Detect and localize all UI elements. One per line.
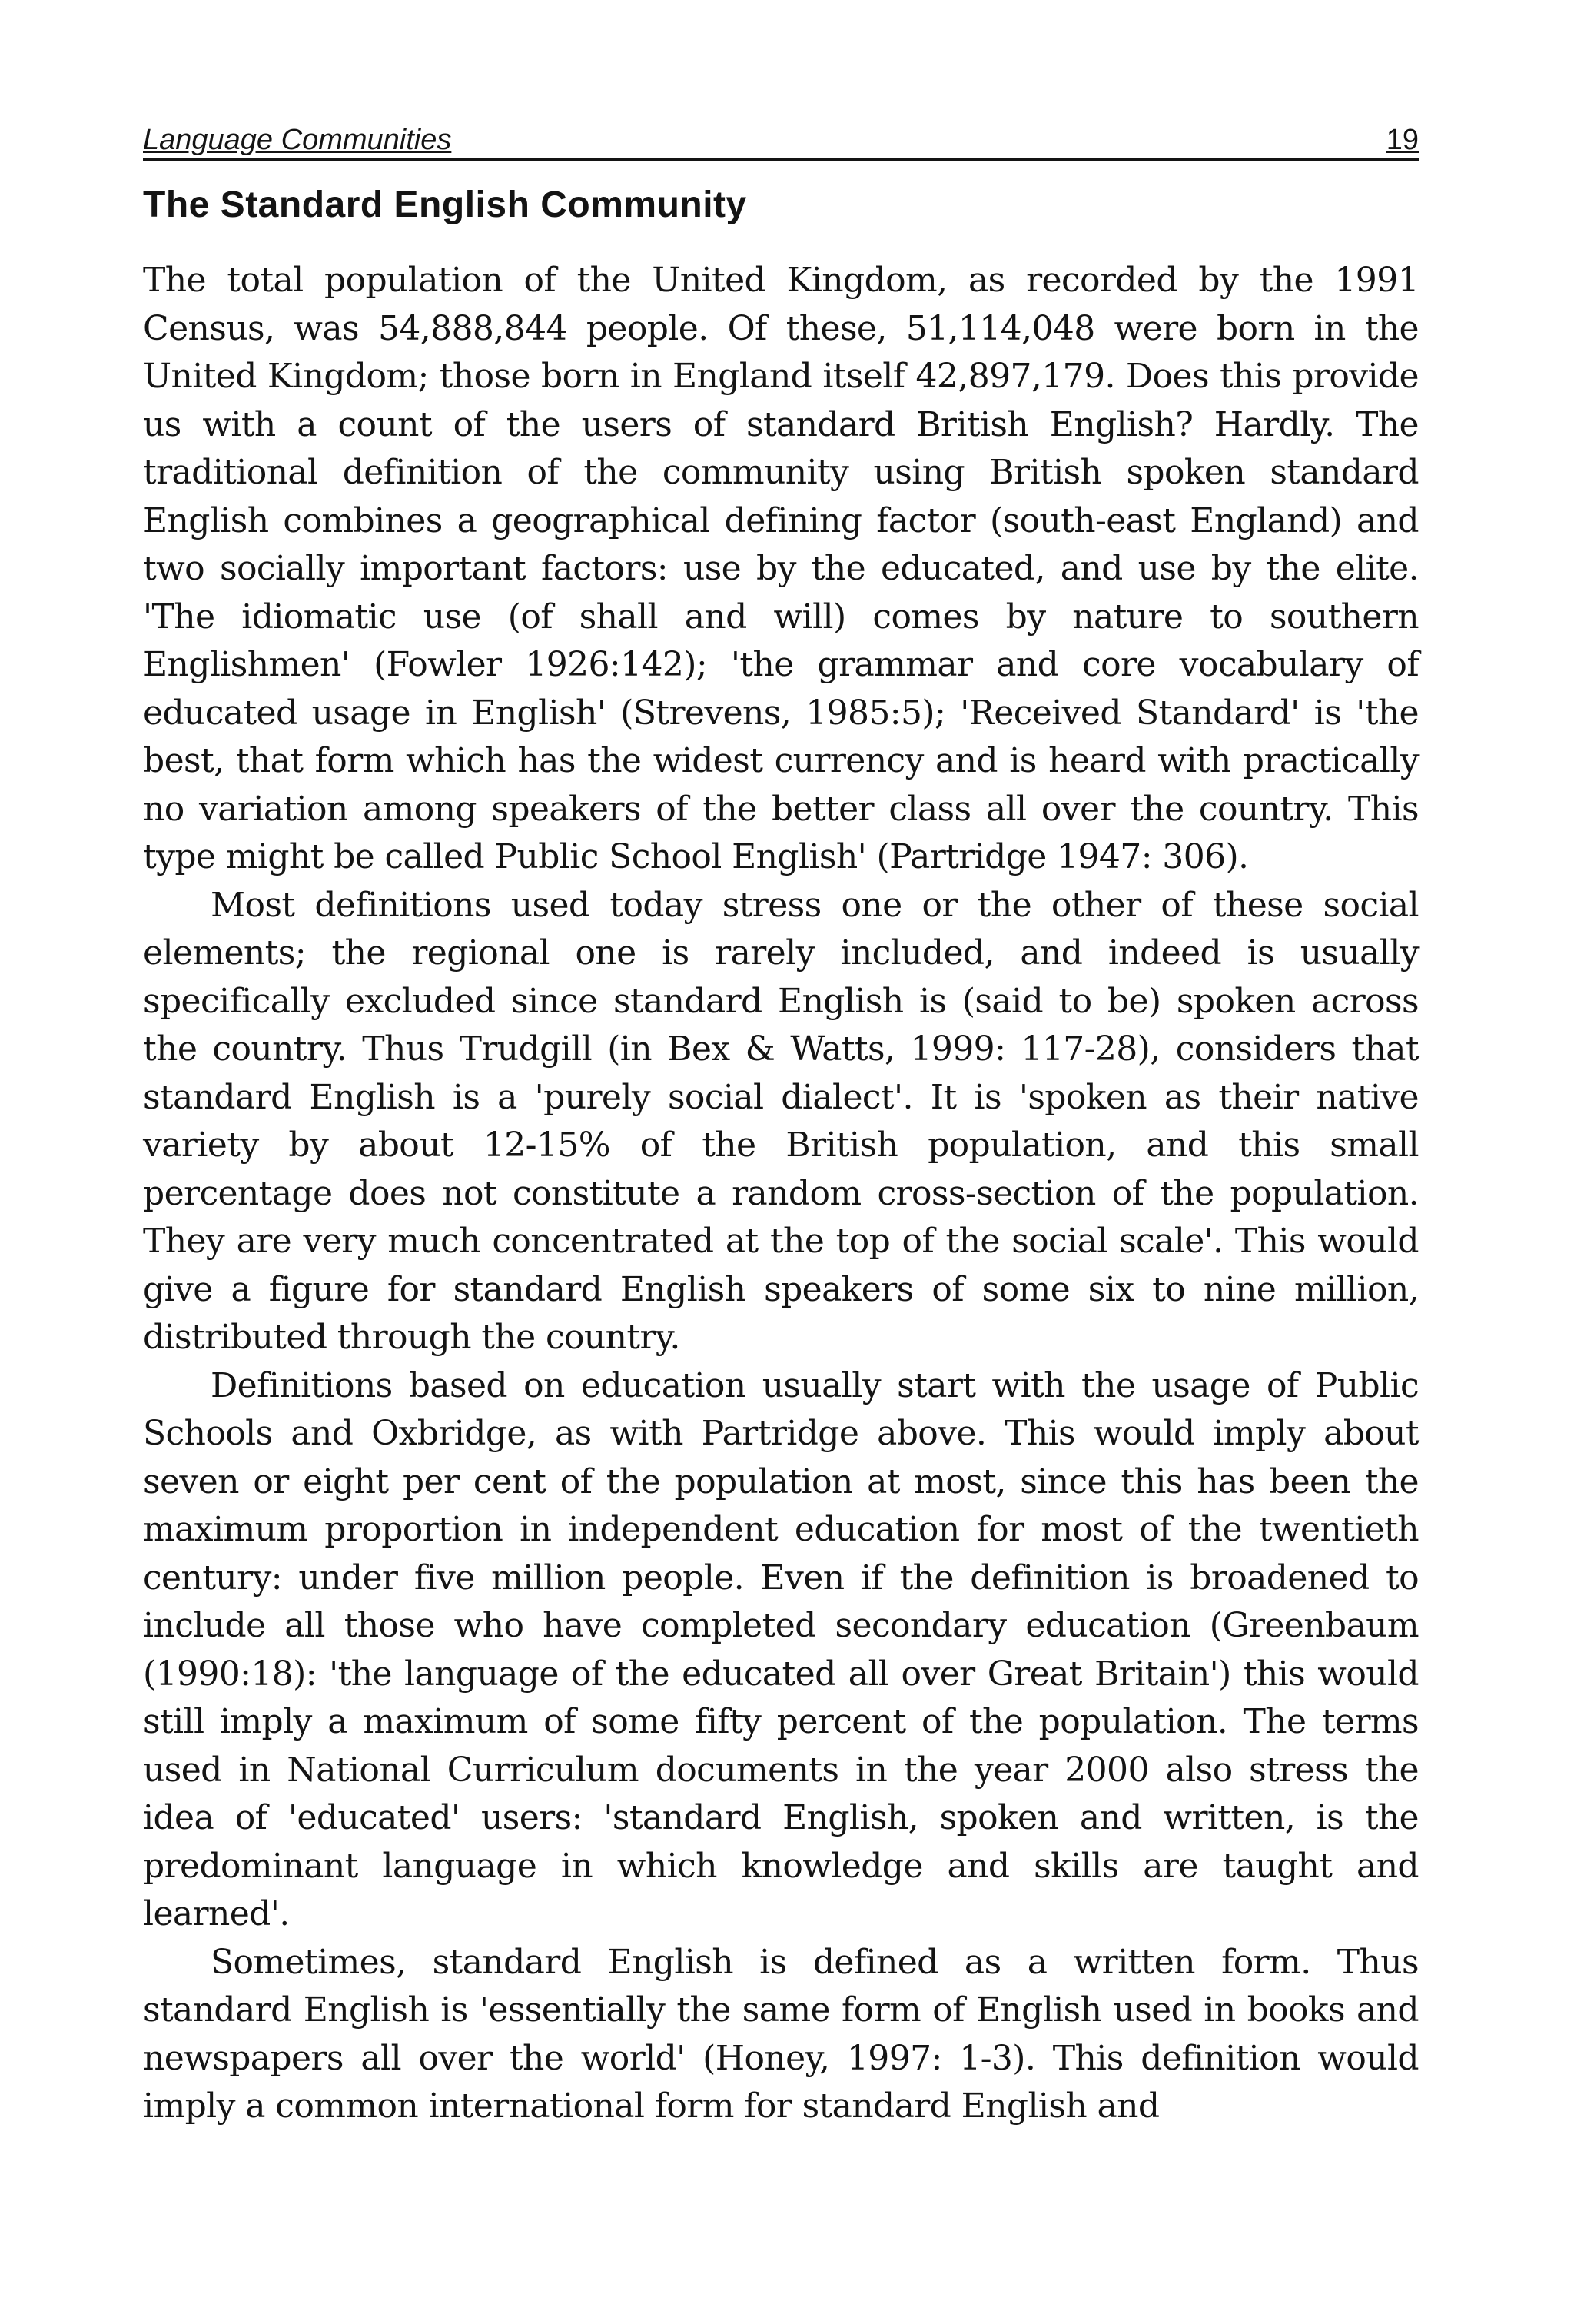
running-title: Language Communities: [143, 124, 452, 156]
paragraph-2: Most definitions used today stress one or the other of these social elements; the regional one is rarely included, and indeed is usually specifically excluded since standard English is (said to be) spoken across the country. Thus Trudgill (in Bex & Watts, 1999: 117-28), considers that standard English is a 'purely social dialect'. It is 'spoken as their native variety by about 12-15% of the British population, and this small percentage does not constitute a random cross-section of the population. They are very much concentrated at the top of the social scale'. This would give a figure for standard English speakers of some six to nine million, distributed through the country.: [143, 885, 1419, 1357]
page-number: 19: [1386, 124, 1419, 156]
paragraph-1: The total population of the United Kingdom, as recorded by the 1991 Census, was 54,888,844 people. Of these, 51,114,048 were born in the United Kingdom; those born in England itself 42,897,179. Does this provide us with a count of the users of standard British English? Hardly. The traditional definition of the community using British spoken standard English combines a geographical defining factor (south-east England) and two socially important factors: use by the educated, and use by the elite. 'The idiomatic use (of shall and will) comes by nature to southern Englishmen' (Fowler 1926:142); 'the grammar and core vocabulary of educated usage in English' (Strevens, 1985:5); 'Received Standard' is 'the best, that form which has the widest currency and is heard with practically no variation among speakers of the better class all over the country. This type might be called Public School English' (Partridge 1947: 306).: [143, 261, 1419, 876]
book-page: [143, 114, 1419, 2131]
body-text: [143, 257, 1419, 2131]
running-head: [143, 114, 1419, 161]
section-title: The Standard English Community: [143, 185, 747, 225]
paragraph-4: Sometimes, standard English is defined as a written form. Thus standard English is 'essentially the same form of English used in books and newspapers all over the world' (Honey, 1997: 1-3). This definition would imply a common international form for standard English and: [143, 1942, 1419, 2126]
paragraph-3: Definitions based on education usually start with the usage of Public Schools and Oxbridge, as with Partridge above. This would imply about seven or eight per cent of the population at most, since this has been the maximum proportion in independent education for most of the twentieth century: under five million people. Even if the definition is broadened to include all those who have completed secondary education (Greenbaum (1990:18): 'the language of the educated all over Great Britain') this would still imply a maximum of some fifty percent of the population. The terms used in National Curriculum documents in the year 2000 also stress the idea of 'educated' users: 'standard English, spoken and written, is the predominant language in which knowledge and skills are taught and learned'.: [143, 1365, 1419, 1933]
